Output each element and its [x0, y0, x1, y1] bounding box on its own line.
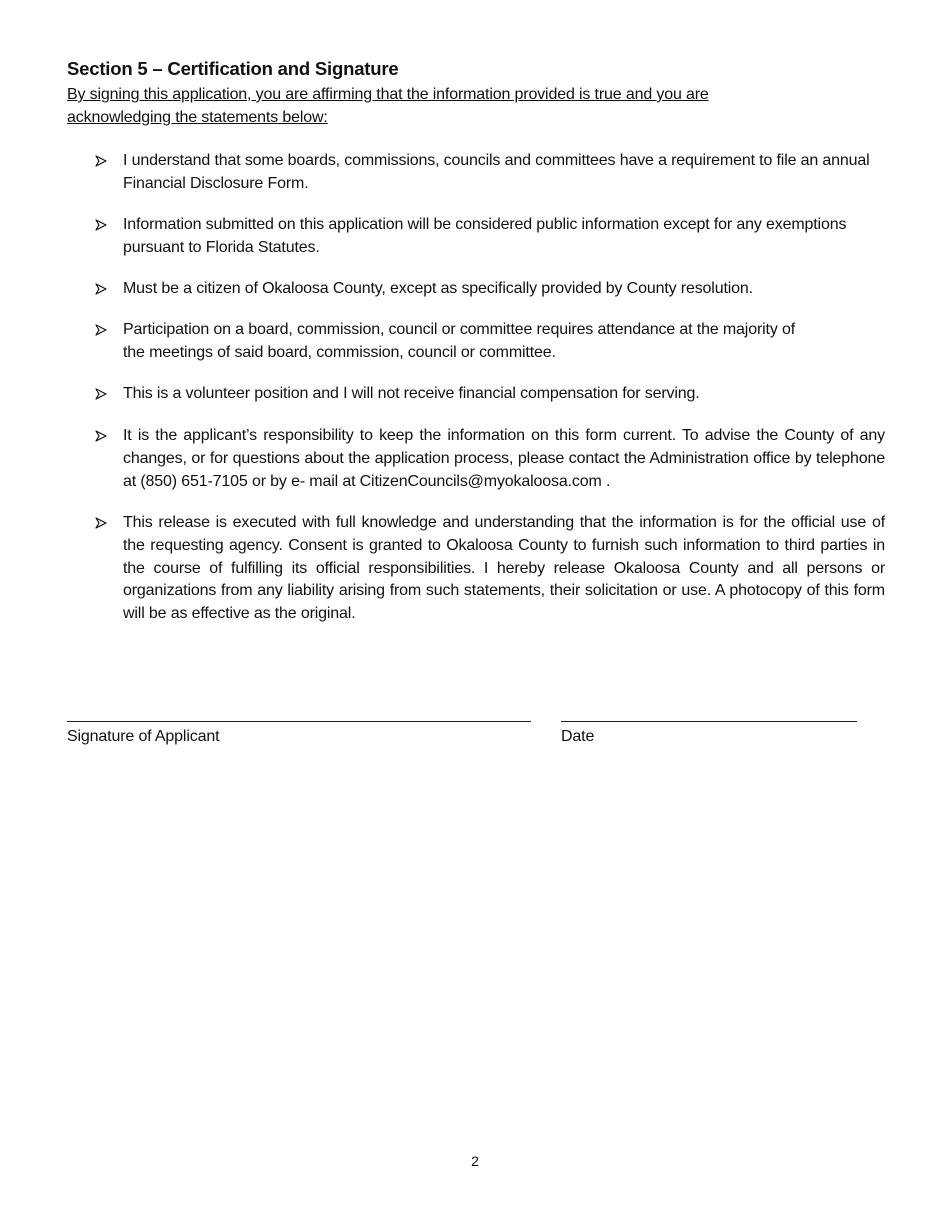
arrow-bullet-icon [95, 319, 123, 336]
list-item [95, 319, 795, 365]
statement-text: Must be a citizen of Okaloosa County, except as specifically provided by County resolution. [123, 280, 753, 297]
statement-text: I understand that some boards, commissions, councils and committees have a requirement to file an annual Financial Disclosure Form. [123, 152, 870, 192]
list-item [95, 278, 885, 301]
list-item [95, 512, 885, 626]
list-item [95, 383, 885, 406]
section-intro: By signing this application, you are affirming that the information provided is true and you are acknowledging the statements below: [67, 86, 709, 126]
section-title: Section 5 – Certification and Signature [67, 58, 399, 79]
date-label: Date [561, 728, 595, 745]
date-line[interactable] [561, 721, 857, 722]
signature-line[interactable] [67, 721, 531, 722]
arrow-bullet-icon [95, 214, 123, 231]
statement-text: Information submitted on this application will be considered public information except for any exemptions pursuant to Florida Statutes. [123, 216, 847, 256]
arrow-bullet-icon [95, 425, 123, 442]
list-item [95, 214, 885, 260]
statement-text: Participation on a board, commission, council or committee requires attendance at the majority of the meetings of said board, commission, council or committee. [123, 321, 796, 361]
arrow-bullet-icon [95, 512, 123, 529]
statement-text: It is the applicant’s responsibility to keep the information on this form current. To advise the County of any changes, or for questions about the application process, please contact the Administration office by telephone at (850) 651-7105 or by e- mail at CitizenCouncils@myokaloosa.com . [123, 427, 885, 490]
page-number: 2 [471, 1153, 479, 1169]
arrow-bullet-icon [95, 150, 123, 167]
arrow-bullet-icon [95, 278, 123, 295]
statement-text: This is a volunteer position and I will not receive financial compensation for serving. [123, 385, 700, 402]
list-item [95, 425, 885, 493]
signature-label: Signature of Applicant [67, 728, 220, 745]
statement-text: This release is executed with full knowledge and understanding that the information is for the official use of the requesting agency. Consent is granted to Okaloosa County to furnish such information to third parties in the course of fulfilling its official responsibilities. I hereby release Okaloosa County and all persons or organizations from any liability arising from such statements, their solicitation or use. A photocopy of this form will be as effective as the original. [123, 514, 885, 623]
arrow-bullet-icon [95, 383, 123, 400]
list-item [95, 150, 885, 196]
